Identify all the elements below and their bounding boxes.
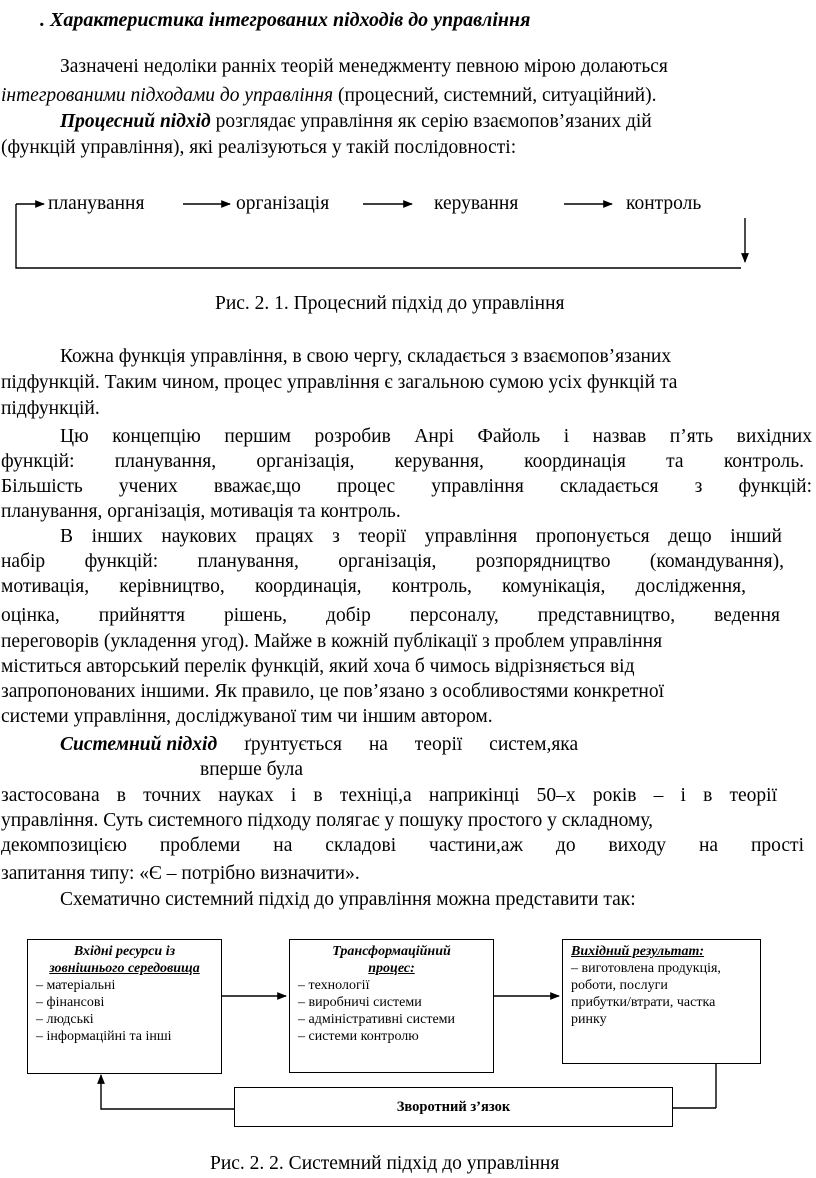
flow-item-organization: організація bbox=[236, 193, 330, 214]
systems-line-1-rest: ґрунтується на теорії систем,яка bbox=[217, 734, 579, 755]
transformation-process-box bbox=[289, 939, 494, 1073]
transform-box-title-1: Трансформаційний bbox=[332, 944, 451, 959]
body3-line-1: В інших наукових працях з теорії управління пропонується дещо інший bbox=[60, 526, 782, 547]
transform-item-production: – виробничі системи bbox=[298, 995, 422, 1010]
flow-item-control: контроль bbox=[626, 193, 702, 214]
feedback-box bbox=[234, 1087, 673, 1127]
body3-line-8: системи управління, досліджуваної тим чи іншим автором. bbox=[1, 706, 493, 727]
body2-line-3: Більшість учених вважає,що процес управління складається з функцій: bbox=[1, 476, 812, 497]
intro-line-2-rest: (процесний, системний, ситуаційний). bbox=[333, 85, 657, 106]
systems-line-3: застосована в точних науках і в техніці,а наприкінці 50–х років – і в теорії bbox=[1, 785, 777, 806]
intro-line-1: Зазначені недоліки ранніх теорій менеджменту певною мірою долаються bbox=[60, 56, 668, 77]
body1-line-2: підфункцій. Таким чином, процес управління є загальною сумою усіх функцій та bbox=[1, 372, 678, 393]
input-item-material: – матеріальні bbox=[36, 978, 116, 993]
output-result-box bbox=[562, 939, 761, 1064]
body3-line-5: переговорів (укладення угод). Майже в кожній публікації з проблем управління bbox=[1, 631, 663, 652]
transform-item-control: – системи контролю bbox=[298, 1029, 419, 1044]
body3-line-4: оцінка, прийняття рішень, добір персоналу, представництво, ведення bbox=[1, 605, 780, 626]
flow-item-directing: керування bbox=[434, 193, 519, 214]
input-box-title-1: Вхідні ресурси із bbox=[73, 944, 176, 959]
systems-line-1 bbox=[60, 733, 578, 757]
output-item-3: прибутки/втрати, частка bbox=[571, 995, 716, 1010]
feedback-label: Зворотний з’язок bbox=[396, 1098, 511, 1115]
input-item-human: – людські bbox=[36, 1012, 94, 1027]
input-item-information: – інформаційні та інші bbox=[36, 1029, 172, 1044]
figure-2-caption: Рис. 2. 2. Системний підхід до управління bbox=[210, 1153, 560, 1174]
process-approach-term: Процесний підхід bbox=[60, 111, 211, 132]
body3-line-7: запропонованих іншими. Як правило, це пов’язано з особливостями конкретної bbox=[1, 681, 664, 702]
transform-item-technologies: – технології bbox=[298, 978, 370, 993]
input-box-title-2: зовнішнього середовища bbox=[49, 961, 200, 976]
body1-line-1: Кожна функція управління, в свою чергу, складається з взаємопов’язаних bbox=[60, 346, 672, 367]
input-resources-box bbox=[27, 939, 222, 1074]
transform-item-administrative: – адміністративні системи bbox=[298, 1012, 456, 1027]
systems-approach-term: Системний підхід bbox=[60, 734, 218, 755]
systems-line-6: запитання типу: «Є – потрібно визначити». bbox=[1, 863, 360, 884]
output-item-4: ринку bbox=[571, 1012, 607, 1027]
systems-line-2: вперше була bbox=[200, 759, 304, 780]
body3-line-3: мотивація, керівництво, координація, контроль, комунікація, дослідження, bbox=[1, 576, 746, 597]
input-item-financial: – фінансові bbox=[36, 995, 105, 1010]
output-item-2: роботи, послуги bbox=[571, 978, 668, 993]
schema-intro: Схематично системний підхід до управління можна представити так: bbox=[60, 889, 636, 910]
process-line-2: (функцій управління), які реалізуються у такій послідовності: bbox=[1, 137, 517, 158]
flow-item-planning: планування bbox=[48, 193, 145, 214]
process-line-1-rest: розглядає управління як серію взаємопов’язаних дій bbox=[210, 111, 652, 132]
body3-line-2: набір функцій: планування, організація, розпорядництво (командування), bbox=[1, 551, 784, 572]
transform-box-title-2: процес: bbox=[368, 961, 415, 976]
body3-line-6: міститься авторський перелік функцій, який хоча б чимось відрізняється від bbox=[1, 656, 635, 677]
body1-line-3: підфункцій. bbox=[1, 398, 100, 419]
figure-1-caption: Рис. 2. 1. Процесний підхід до управління bbox=[215, 293, 565, 314]
arrow-feedback-to-input bbox=[101, 1075, 234, 1109]
integrated-approaches-term: інтегрованими підходами до управління bbox=[1, 85, 334, 106]
systems-line-4: управління. Суть системного підходу полягає у пошуку простого у складному, bbox=[1, 810, 653, 831]
output-item-1: – виготовлена продукція, bbox=[571, 961, 721, 976]
body2-line-2: функцій: планування, організація, керування, координація та контроль. bbox=[1, 451, 804, 472]
output-box-title: Вихідний результат: bbox=[571, 944, 705, 959]
body2-line-4: планування, організація, мотивація та контроль. bbox=[1, 501, 401, 522]
section-heading: . Характеристика інтегрованих підходів до управління bbox=[40, 9, 531, 31]
systems-line-5: декомпозицією проблеми на складові частини,аж до виходу на прості bbox=[1, 835, 804, 856]
body2-line-1: Цю концепцію першим розробив Анрі Файоль і назвав п’ять вихідних bbox=[60, 426, 812, 447]
